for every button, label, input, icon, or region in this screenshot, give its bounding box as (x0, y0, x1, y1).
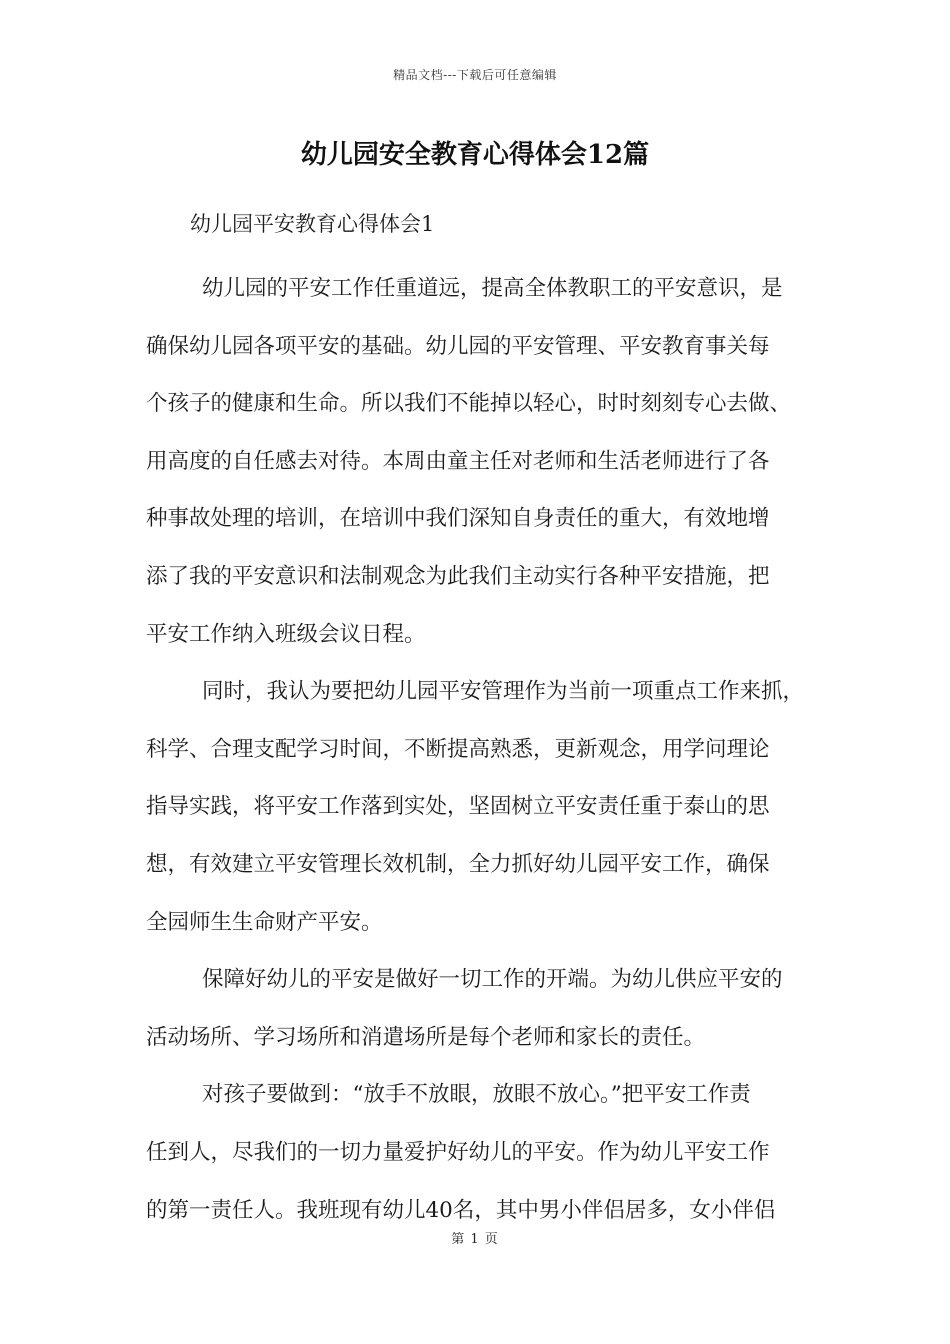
text-line: 科学、合理支配学习时间，不断提高熟悉，更新观念，用学问理论 (146, 736, 770, 762)
page-header-note: 精品文档---下载后可任意编辑 (393, 68, 557, 82)
paragraph (146, 663, 836, 951)
paragraph (146, 1066, 836, 1239)
text-line: 全园师生生命财产平安。 (146, 909, 383, 935)
text-line: 指导实践，将平安工作落到实处，坚固树立平安责任重于泰山的思 (146, 794, 770, 820)
text-line: 用高度的自任感去对待。本周由童主任对老师和生活老师进行了各 (146, 448, 770, 474)
text-line: 对孩子要做到：“放手不放眼，放眼不放心。”把平安工作责 (202, 1082, 751, 1108)
text-line: 确保幼儿园各项平安的基础。幼儿园的平安管理、平安教育事关每 (146, 333, 770, 359)
text-line: 想，有效建立平安管理长效机制，全力抓好幼儿园平安工作，确保 (146, 851, 770, 877)
paragraph (146, 260, 836, 663)
text-line: 个孩子的健康和生命。所以我们不能掉以轻心，时时刻刻专心去做、 (146, 391, 792, 417)
text-line: 添了我的平安意识和法制观念为此我们主动实行各种平安措施，把 (146, 563, 770, 589)
text-line: 任到人，尽我们的一切力量爱护好幼儿的平安。作为幼儿平安工作 (146, 1139, 770, 1165)
text-line: 保障好幼儿的平安是做好一切工作的开端。为幼儿供应平安的 (202, 967, 783, 993)
text-line: 同时，我认为要把幼儿园平安管理作为当前一项重点工作来抓， (202, 679, 805, 705)
paragraph (146, 951, 836, 1066)
text-line: 活动场所、学习场所和消遣场所是每个老师和家长的责任。 (146, 1024, 706, 1050)
text-line: 平安工作纳入班级会议日程。 (146, 621, 426, 647)
text-line: 的第一责任人。我班现有幼儿40名，其中男小伴侣居多，女小伴侣 (146, 1197, 776, 1223)
text-line: 种事故处理的培训，在培训中我们深知自身责任的重大，有效地增 (146, 506, 770, 532)
section-heading: 幼儿园平安教育心得体会1 (190, 212, 435, 236)
text-line: 幼儿园的平安工作任重道远，提高全体教职工的平安意识，是 (202, 276, 783, 301)
document-title: 幼儿园安全教育心得体会12篇 (300, 140, 650, 170)
document-body (146, 260, 836, 1239)
page-number: 第 1 页 (451, 1232, 499, 1247)
